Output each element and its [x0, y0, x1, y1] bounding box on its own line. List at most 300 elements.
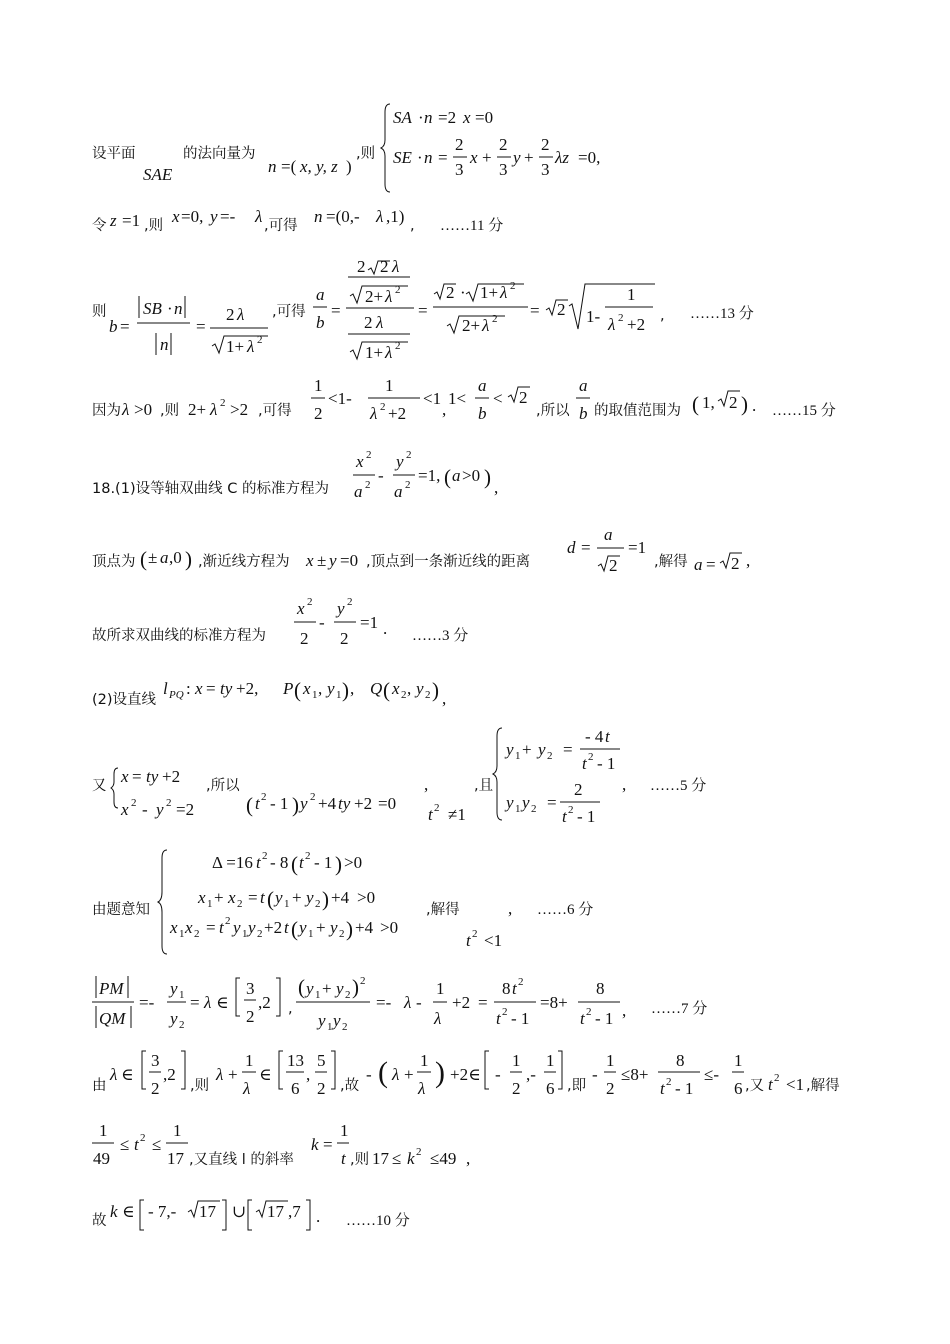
svg-text:由: 由: [92, 1078, 107, 1094]
svg-text:): ): [432, 678, 439, 702]
line-4: [92, 376, 836, 423]
svg-text:,: ,: [494, 478, 499, 497]
svg-text:=1: =1: [628, 538, 647, 557]
svg-text:(: (: [444, 465, 451, 489]
svg-text:=: =: [418, 301, 428, 320]
svg-text:λ: λ: [385, 343, 393, 362]
line-5: [92, 449, 498, 501]
line-14: [92, 1200, 410, 1230]
svg-text:=0: =0: [378, 794, 397, 813]
svg-text:,: ,: [508, 899, 513, 918]
svg-text:1+: 1+: [480, 283, 499, 302]
svg-text:2: 2: [472, 928, 478, 940]
svg-text:a: a: [394, 482, 403, 501]
svg-text:- 8: - 8: [270, 853, 289, 872]
svg-text:λ: λ: [376, 313, 384, 332]
svg-text:,: ,: [442, 400, 447, 419]
svg-text:2: 2: [257, 334, 263, 346]
svg-text:x: x: [306, 551, 314, 570]
svg-text:+: +: [404, 1065, 414, 1084]
svg-text:=-: =-: [139, 993, 155, 1012]
svg-text:=: =: [563, 740, 573, 759]
svg-text:1: 1: [734, 1051, 743, 1070]
svg-text:3: 3: [246, 979, 255, 998]
svg-text:±: ±: [317, 551, 327, 570]
svg-text:1+: 1+: [226, 337, 245, 356]
svg-text:18.(1)设等轴双曲线 C 的标准方程为: 18.(1)设等轴双曲线 C 的标准方程为: [92, 481, 329, 497]
svg-text:8: 8: [676, 1051, 685, 1070]
svg-text:……7 分: ……7 分: [651, 1001, 708, 1017]
svg-text:x: x: [198, 888, 206, 907]
svg-text:1: 1: [99, 1121, 108, 1140]
svg-text:(: (: [267, 887, 274, 911]
svg-text:2: 2: [406, 449, 412, 461]
svg-text:(2)设直线: (2)设直线: [92, 692, 157, 708]
svg-text:2: 2: [547, 750, 553, 762]
svg-text:y: y: [306, 888, 314, 907]
svg-text:λ: λ: [392, 1065, 400, 1084]
svg-text:+4: +4: [331, 888, 350, 907]
svg-text:x: x: [470, 148, 478, 167]
svg-text:=: =: [547, 793, 557, 812]
svg-text:-: -: [378, 466, 384, 485]
svg-text:2: 2: [401, 689, 407, 701]
svg-text:=1: =1: [122, 211, 141, 230]
svg-text:,可得: ,可得: [264, 218, 298, 234]
svg-text:2: 2: [194, 928, 200, 940]
svg-text:+: +: [292, 888, 302, 907]
svg-text:+2: +2: [354, 794, 373, 813]
svg-text:2: 2: [531, 803, 537, 815]
svg-text:1: 1: [606, 1051, 615, 1070]
svg-text:=: =: [581, 538, 591, 557]
svg-text:<1: <1: [484, 931, 503, 950]
svg-text:λ: λ: [434, 1009, 442, 1028]
svg-text:·: ·: [417, 148, 423, 167]
svg-text:2: 2: [140, 1132, 146, 1144]
svg-text:x: x: [121, 767, 129, 786]
svg-text:+2,: +2,: [236, 679, 259, 698]
svg-text:,: ,: [350, 679, 355, 698]
line-1: [92, 104, 600, 192]
svg-text:,可得: ,可得: [258, 403, 292, 419]
svg-text:+: +: [322, 979, 332, 998]
svg-text:λ: λ: [237, 305, 245, 324]
svg-text:x: x: [170, 918, 178, 937]
svg-text:x: x: [297, 599, 305, 618]
svg-text:a: a: [452, 466, 461, 485]
svg-text:.: .: [316, 1207, 321, 1226]
svg-text:2: 2: [405, 479, 411, 491]
svg-text:8: 8: [502, 979, 511, 998]
svg-text:λ: λ: [370, 404, 378, 423]
svg-text:的取值范围为: 的取值范围为: [594, 403, 681, 419]
svg-text:y: y: [327, 679, 335, 698]
svg-text:2: 2: [518, 976, 524, 988]
svg-text:+2: +2: [264, 918, 283, 937]
svg-text:a: a: [478, 376, 487, 395]
svg-text:- 1: - 1: [597, 754, 616, 773]
svg-text:2: 2: [226, 305, 235, 324]
svg-text:y: y: [306, 979, 314, 998]
svg-text:,即: ,即: [567, 1078, 587, 1094]
svg-text:2: 2: [510, 280, 516, 292]
svg-text:y: y: [318, 1011, 326, 1030]
svg-text:,顶点到一条渐近线的距离: ,顶点到一条渐近线的距离: [366, 554, 531, 570]
svg-text:1: 1: [312, 689, 318, 701]
svg-text:2: 2: [317, 1079, 326, 1098]
svg-text:=: =: [190, 993, 200, 1012]
svg-text:): ): [484, 465, 491, 489]
svg-text:-: -: [319, 613, 325, 632]
svg-text:1: 1: [512, 1051, 521, 1070]
svg-text:y: y: [170, 1009, 178, 1028]
svg-text:·: ·: [167, 299, 173, 318]
svg-text:t: t: [466, 931, 471, 950]
svg-text:b: b: [579, 404, 588, 423]
svg-text:又: 又: [92, 778, 107, 794]
svg-text:2: 2: [360, 975, 366, 987]
svg-text:SA: SA: [393, 108, 412, 127]
svg-text:+4: +4: [318, 794, 337, 813]
line-8: [92, 678, 446, 708]
svg-text:t: t: [256, 853, 261, 872]
svg-text:2: 2: [446, 283, 455, 302]
svg-text:λ: λ: [122, 400, 130, 419]
svg-text:=0: =0: [340, 551, 359, 570]
svg-text:<1: <1: [423, 389, 442, 408]
svg-text:2: 2: [425, 689, 431, 701]
svg-text:(: (: [291, 917, 298, 941]
svg-text:,所以: ,所以: [536, 403, 570, 419]
svg-text:5: 5: [317, 1051, 326, 1070]
svg-text:,则: ,则: [160, 403, 180, 419]
svg-text:y: y: [336, 979, 344, 998]
svg-text:+: +: [524, 148, 534, 167]
svg-text:-: -: [416, 993, 422, 1012]
svg-text:+: +: [522, 740, 532, 759]
svg-text:t: t: [496, 1009, 501, 1028]
svg-text:- 1: - 1: [675, 1079, 694, 1098]
svg-text:2: 2: [262, 850, 268, 862]
svg-text:≤8+: ≤8+: [621, 1065, 649, 1084]
svg-text:,解得: ,解得: [426, 902, 460, 918]
svg-text:b: b: [316, 313, 325, 332]
svg-text:2: 2: [568, 804, 574, 816]
svg-text:2: 2: [380, 401, 386, 413]
svg-text:,: ,: [466, 1149, 471, 1168]
svg-text:3: 3: [151, 1051, 160, 1070]
svg-text:17: 17: [199, 1202, 216, 1221]
svg-text:3: 3: [499, 160, 508, 179]
svg-text:=0: =0: [475, 108, 494, 127]
svg-text:∪: ∪: [232, 1202, 247, 1221]
svg-text:λ: λ: [500, 283, 508, 302]
svg-text:≤: ≤: [392, 1149, 402, 1168]
svg-text:2: 2: [499, 135, 508, 154]
svg-text:(: (: [383, 678, 390, 702]
svg-text:SAE: SAE: [143, 165, 173, 184]
svg-text:1: 1: [420, 1051, 429, 1070]
svg-text:+2: +2: [627, 315, 646, 334]
svg-text:x: x: [185, 918, 193, 937]
svg-text:λ: λ: [404, 993, 412, 1012]
line-2: [92, 207, 503, 234]
svg-text:1: 1: [515, 803, 521, 815]
svg-text:∈: ∈: [122, 1202, 135, 1221]
svg-text:设平面: 设平面: [92, 146, 136, 162]
svg-text:λ: λ: [243, 1079, 251, 1098]
svg-text:1+: 1+: [365, 343, 384, 362]
svg-text:2: 2: [166, 797, 172, 809]
svg-text:的法向量为: 的法向量为: [183, 146, 256, 162]
svg-text:2: 2: [731, 554, 740, 573]
svg-text:……13 分: ……13 分: [690, 306, 754, 322]
svg-text:1: 1: [308, 928, 314, 940]
svg-text:,: ,: [407, 679, 412, 698]
svg-text:2: 2: [434, 802, 440, 814]
svg-text:t: t: [660, 1079, 665, 1098]
svg-text:>0: >0: [357, 888, 376, 907]
svg-text:∈: ∈: [216, 993, 229, 1012]
svg-text:t: t: [580, 1009, 585, 1028]
svg-text:±: ±: [148, 548, 158, 567]
line-10: [92, 850, 593, 954]
svg-text:Q: Q: [370, 679, 383, 698]
svg-text:t: t: [582, 754, 587, 773]
svg-text:a: a: [604, 525, 613, 544]
svg-text:b: b: [478, 404, 487, 423]
svg-text:): ): [185, 547, 192, 571]
svg-text:2: 2: [395, 340, 401, 352]
svg-text:): ): [741, 392, 748, 416]
svg-text:……3 分: ……3 分: [412, 628, 469, 644]
svg-text:): ): [352, 975, 359, 999]
svg-text:y: y: [300, 794, 308, 813]
svg-text:2: 2: [774, 1072, 780, 1084]
svg-text:λ: λ: [247, 337, 255, 356]
svg-text:t: t: [134, 1135, 139, 1154]
svg-text:1: 1: [173, 1121, 182, 1140]
svg-text:y: y: [329, 551, 337, 570]
svg-text:+: +: [482, 148, 492, 167]
svg-text:l: l: [163, 679, 168, 698]
svg-text:>0: >0: [462, 466, 481, 485]
svg-text:λ: λ: [418, 1079, 426, 1098]
svg-text:,7: ,7: [288, 1202, 301, 1221]
svg-text:=: =: [478, 993, 488, 1012]
svg-text:+2: +2: [162, 767, 181, 786]
svg-text:,2: ,2: [258, 993, 271, 1012]
svg-text:- 1: - 1: [595, 1009, 614, 1028]
svg-text:2: 2: [340, 629, 349, 648]
svg-text:-: -: [592, 1065, 598, 1084]
svg-text:t: t: [605, 727, 610, 746]
svg-text:n: n: [424, 108, 433, 127]
svg-text:b: b: [109, 317, 118, 336]
svg-text:): ): [292, 793, 299, 817]
svg-text:): ): [346, 917, 353, 941]
svg-text:2: 2: [237, 898, 243, 910]
svg-text:2: 2: [666, 1076, 672, 1088]
svg-text:y: y: [275, 888, 283, 907]
svg-text:……15 分: ……15 分: [772, 403, 836, 419]
svg-text:2: 2: [220, 397, 226, 409]
svg-text:·: ·: [418, 108, 424, 127]
svg-text:6: 6: [546, 1079, 555, 1098]
svg-text:t: t: [562, 807, 567, 826]
svg-text:-: -: [366, 1065, 372, 1084]
svg-text:1: 1: [207, 898, 213, 910]
svg-text:- 1: - 1: [270, 794, 289, 813]
svg-text:2: 2: [307, 596, 313, 608]
svg-text:λ: λ: [216, 1065, 224, 1084]
svg-text:6: 6: [734, 1079, 743, 1098]
svg-text:+2: +2: [388, 404, 407, 423]
svg-text:49: 49: [93, 1149, 110, 1168]
line-13: [92, 1121, 470, 1168]
svg-text:2: 2: [395, 284, 401, 296]
line-9: [92, 727, 706, 826]
svg-text:<1-: <1-: [328, 389, 352, 408]
svg-text:≤: ≤: [152, 1135, 162, 1154]
svg-text:λ: λ: [385, 287, 393, 306]
svg-text:>0: >0: [344, 853, 363, 872]
svg-text:2+: 2+: [462, 316, 481, 335]
svg-text:=8+: =8+: [540, 993, 568, 1012]
svg-text:2: 2: [380, 257, 389, 276]
svg-text:ty: ty: [146, 767, 159, 786]
svg-text:y: y: [513, 148, 521, 167]
svg-text:,可得: ,可得: [272, 304, 306, 320]
line-3: [92, 257, 754, 362]
svg-text:λ: λ: [110, 1065, 118, 1084]
svg-text:y: y: [170, 979, 178, 998]
svg-text:=: =: [206, 679, 216, 698]
svg-text:2: 2: [586, 1006, 592, 1018]
svg-text:n: n: [160, 335, 169, 354]
svg-text:3: 3: [455, 160, 464, 179]
svg-text:=: =: [706, 555, 716, 574]
svg-text:ty: ty: [220, 679, 233, 698]
svg-text:=(: =(: [281, 157, 297, 176]
svg-text:=: =: [530, 301, 540, 320]
svg-text:,: ,: [746, 551, 751, 570]
svg-text:∈: ∈: [259, 1065, 272, 1084]
svg-text:,又: ,又: [745, 1078, 765, 1094]
svg-text:∈: ∈: [121, 1065, 134, 1084]
svg-text:y: y: [248, 918, 256, 937]
svg-text:(: (: [298, 975, 305, 999]
svg-text:+4: +4: [355, 918, 374, 937]
svg-text:<1: <1: [786, 1075, 805, 1094]
svg-text:2: 2: [455, 135, 464, 154]
svg-text:>2: >2: [230, 400, 249, 419]
svg-text:,-: ,-: [526, 1065, 536, 1084]
svg-text:2: 2: [502, 1006, 508, 1018]
svg-text:λ: λ: [482, 316, 490, 335]
svg-text:顶点为: 顶点为: [92, 554, 136, 570]
svg-text:2: 2: [416, 1146, 422, 1158]
svg-text:2: 2: [225, 915, 231, 927]
svg-text:-: -: [495, 1065, 501, 1084]
svg-text:x: x: [463, 108, 471, 127]
svg-text:2: 2: [305, 850, 311, 862]
svg-text:(: (: [378, 1056, 388, 1089]
svg-text:=1: =1: [360, 613, 379, 632]
svg-text:1: 1: [179, 989, 185, 1001]
svg-text:y: y: [522, 793, 530, 812]
svg-text:PM: PM: [99, 979, 124, 998]
svg-text:,0: ,0: [169, 548, 182, 567]
svg-text:+2∈: +2∈: [450, 1065, 481, 1084]
svg-text:1<: 1<: [448, 389, 467, 408]
svg-text:): ): [435, 1056, 445, 1089]
svg-text:y: y: [538, 740, 546, 759]
svg-text:2: 2: [151, 1079, 160, 1098]
svg-text:13: 13: [287, 1051, 304, 1070]
svg-text:1: 1: [546, 1051, 555, 1070]
svg-text:2: 2: [519, 388, 528, 407]
svg-text:(: (: [294, 678, 301, 702]
svg-text:,: ,: [622, 1001, 627, 1020]
svg-text:2: 2: [257, 928, 263, 940]
svg-text:+: +: [214, 888, 224, 907]
svg-text:1: 1: [284, 898, 290, 910]
svg-text:): ): [346, 157, 352, 176]
svg-text:=: =: [323, 1135, 333, 1154]
svg-text:,解得: ,解得: [654, 554, 688, 570]
svg-text:,则: ,则: [144, 218, 164, 234]
svg-text:(: (: [246, 793, 253, 817]
svg-text:y: y: [299, 918, 307, 937]
svg-text:y: y: [506, 740, 514, 759]
svg-text:d: d: [567, 538, 576, 557]
svg-text:x: x: [121, 800, 129, 819]
svg-text:1,: 1,: [702, 393, 715, 412]
svg-text:y: y: [210, 207, 218, 226]
svg-text:2: 2: [492, 313, 498, 325]
svg-text:,则: ,则: [356, 146, 376, 162]
svg-text:SB: SB: [143, 299, 162, 318]
svg-text:): ): [342, 678, 349, 702]
svg-text:≤49: ≤49: [430, 1149, 457, 1168]
svg-text:QM: QM: [99, 1009, 126, 1028]
svg-text:,则: ,则: [190, 1078, 210, 1094]
svg-text:y: y: [233, 918, 241, 937]
svg-text:2+: 2+: [365, 287, 384, 306]
svg-text:a: a: [579, 376, 588, 395]
svg-text:.: .: [752, 396, 757, 415]
svg-text:SE: SE: [393, 148, 412, 167]
svg-text:1: 1: [179, 928, 185, 940]
svg-text:2: 2: [618, 312, 624, 324]
svg-text:2+: 2+: [188, 400, 207, 419]
svg-text:): ): [322, 887, 329, 911]
svg-text:,: ,: [288, 1001, 293, 1017]
svg-text:2: 2: [541, 135, 550, 154]
svg-text:1: 1: [385, 376, 394, 395]
svg-text:,: ,: [306, 1065, 311, 1084]
svg-text:2: 2: [261, 791, 267, 803]
svg-text:1: 1: [336, 689, 342, 701]
svg-text:2: 2: [364, 313, 373, 332]
svg-text:<: <: [493, 389, 503, 408]
svg-text:λ: λ: [210, 400, 218, 419]
svg-text:- 1: - 1: [511, 1009, 530, 1028]
svg-text:故: 故: [92, 1213, 107, 1229]
svg-text:,所以: ,所以: [206, 778, 240, 794]
